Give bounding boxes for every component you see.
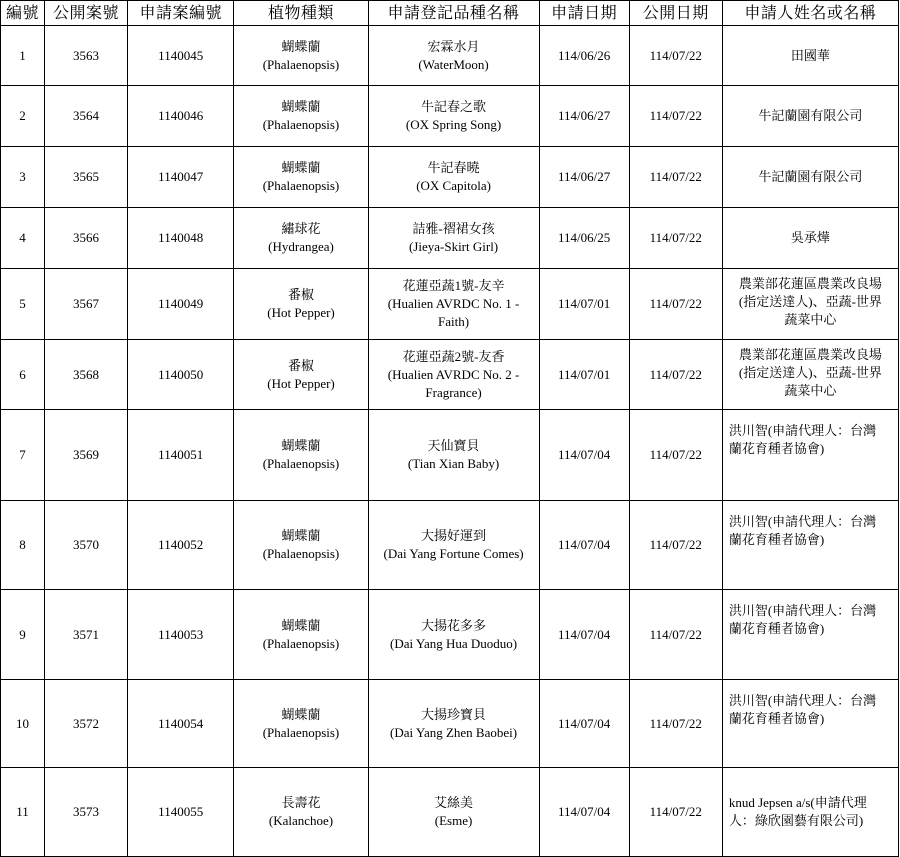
cell-variety (368, 340, 539, 410)
cell-plant-line: (Hot Pepper) (267, 375, 335, 391)
table-row (1, 269, 899, 340)
cell-plant-line: 蝴蝶蘭 (281, 528, 321, 543)
cell-plant-line: (Phalaenopsis) (262, 117, 340, 132)
cell-plant (234, 680, 368, 768)
cell-plant (234, 147, 368, 208)
cell-no: 7 (1, 410, 45, 501)
cell-pub-date: 114/07/22 (629, 340, 722, 410)
cell-app-no: 1140055 (127, 768, 233, 857)
cell-variety (368, 208, 539, 269)
cell-variety-line: (Hualien AVRDC No. 2 - (387, 366, 520, 382)
cell-pub-date: 114/07/22 (629, 208, 722, 269)
cell-variety-line: 牛記春曉 (427, 160, 480, 175)
cell-app-date: 114/06/25 (539, 208, 629, 269)
cell-plant (234, 768, 368, 857)
table-row (1, 768, 899, 857)
cell-pub-no: 3566 (45, 208, 128, 269)
cell-plant-line: 長壽花 (281, 795, 321, 810)
cell-applicant-line: 蘭花育種者協會) (728, 441, 825, 456)
cell-pub-date: 114/07/22 (629, 590, 722, 680)
cell-applicant-line: 農業部花蓮區農業改良場 (738, 276, 882, 291)
cell-app-date: 114/06/27 (539, 147, 629, 208)
header-variety: 申請登記品種名稱 (368, 1, 539, 26)
cell-applicant (722, 26, 898, 86)
cell-variety-line: (Jieya-Skirt Girl) (408, 239, 499, 254)
cell-variety (368, 86, 539, 147)
header-applicant: 申請人姓名或名稱 (722, 1, 898, 26)
cell-variety-line: (Tian Xian Baby) (407, 456, 500, 471)
cell-plant-line: 繡球花 (281, 221, 321, 236)
cell-plant (234, 501, 368, 590)
cell-variety-line: (Hualien AVRDC No. 1 - (387, 296, 520, 311)
cell-plant-line: (Phalaenopsis) (262, 456, 340, 471)
cell-pub-no: 3573 (45, 768, 128, 857)
cell-no: 3 (1, 147, 45, 208)
cell-variety-line: (Dai Yang Fortune Comes) (383, 546, 524, 561)
cell-plant-line: 蝴蝶蘭 (281, 38, 321, 54)
cell-plant-line: 番椒 (287, 287, 314, 302)
cell-variety-line: 花蓮亞蔬1號-友辛 (402, 278, 505, 293)
cell-plant (234, 86, 368, 147)
header-app-date: 申請日期 (539, 1, 629, 26)
header-pub-date: 公開日期 (629, 1, 722, 26)
cell-app-no: 1140047 (127, 147, 233, 208)
cell-app-date: 114/07/04 (539, 680, 629, 768)
cell-applicant-line: knud Jepsen a/s(申請代理 (728, 795, 867, 810)
cell-plant-line: 番椒 (287, 357, 314, 373)
cell-variety-line: 大揚珍寶貝 (421, 706, 487, 722)
cell-plant (234, 26, 368, 86)
cell-applicant-line: 蔬菜中心 (784, 312, 837, 327)
table-row (1, 501, 899, 590)
cell-no: 8 (1, 501, 45, 590)
cell-variety-line: (Esme) (434, 813, 473, 828)
cell-pub-date: 114/07/22 (629, 269, 722, 340)
cell-app-no: 1140049 (127, 269, 233, 340)
cell-pub-no: 3570 (45, 501, 128, 590)
cell-applicant-line: 洪川智(申請代理人：台灣 (728, 514, 877, 529)
table-row (1, 340, 899, 410)
cell-pub-no: 3571 (45, 590, 128, 680)
cell-variety (368, 269, 539, 340)
cell-applicant-line: (指定送達人)、亞蔬-世界 (738, 294, 882, 309)
cell-applicant-line: 農業部花蓮區農業改良場 (738, 347, 882, 362)
cell-applicant (722, 768, 898, 857)
cell-app-no: 1140054 (127, 680, 233, 768)
cell-pub-date: 114/07/22 (629, 147, 722, 208)
cell-applicant-line: 人：綠欣園藝有限公司) (728, 813, 864, 828)
cell-pub-date: 114/07/22 (629, 410, 722, 501)
cell-applicant (722, 501, 898, 590)
cell-pub-date: 114/07/22 (629, 26, 722, 86)
cell-no: 1 (1, 26, 45, 86)
cell-applicant (722, 680, 898, 768)
table-row (1, 590, 899, 680)
cell-plant-line: (Kalanchoe) (268, 813, 334, 828)
cell-applicant-line: 蔬菜中心 (784, 383, 837, 398)
table-row (1, 26, 899, 86)
cell-pub-date: 114/07/22 (629, 86, 722, 147)
cell-no: 2 (1, 86, 45, 147)
cell-app-no: 1140050 (127, 340, 233, 410)
cell-applicant (722, 208, 898, 269)
cell-plant-line: (Hydrangea) (268, 239, 334, 254)
cell-applicant-line: 蘭花育種者協會) (728, 532, 825, 547)
cell-plant-line: 蝴蝶蘭 (281, 706, 321, 722)
cell-applicant-line: 洪川智(申請代理人：台灣 (728, 423, 877, 438)
cell-applicant (722, 410, 898, 501)
cell-applicant (722, 590, 898, 680)
cell-plant-line: 蝴蝶蘭 (281, 438, 321, 453)
cell-app-date: 114/07/04 (539, 410, 629, 501)
cell-plant (234, 269, 368, 340)
header-row (1, 1, 899, 26)
cell-no: 10 (1, 680, 45, 768)
cell-pub-no: 3567 (45, 269, 128, 340)
cell-variety-line: 艾絲美 (434, 795, 474, 810)
cell-variety-line: 天仙寶貝 (427, 438, 480, 453)
cell-plant-line: (Phalaenopsis) (262, 178, 340, 193)
cell-no: 6 (1, 340, 45, 410)
cell-plant-line: 蝴蝶蘭 (281, 99, 321, 114)
cell-applicant (722, 147, 898, 208)
cell-applicant-line: 蘭花育種者協會) (728, 711, 825, 726)
cell-no: 9 (1, 590, 45, 680)
header-pub-no: 公開案號 (45, 1, 128, 26)
cell-app-no: 1140051 (127, 410, 233, 501)
cell-app-date: 114/07/01 (539, 340, 629, 410)
cell-variety-line: 詰雅-褶裙女孩 (412, 221, 495, 236)
cell-variety-line: (Dai Yang Zhen Baobei) (390, 724, 518, 740)
cell-applicant-line: 蘭花育種者協會) (728, 621, 825, 636)
cell-applicant (722, 269, 898, 340)
cell-variety (368, 147, 539, 208)
cell-variety (368, 501, 539, 590)
table-row (1, 86, 899, 147)
cell-plant (234, 410, 368, 501)
cell-variety-line: 大揚花多多 (421, 617, 487, 633)
cell-variety-line: (OX Spring Song) (405, 117, 502, 132)
header-app-no: 申請案編號 (127, 1, 233, 26)
cell-variety (368, 410, 539, 501)
table-row (1, 680, 899, 768)
cell-applicant (722, 340, 898, 410)
cell-variety (368, 768, 539, 857)
cell-plant-line: (Hot Pepper) (267, 305, 335, 320)
cell-variety-line: Fragrance) (425, 384, 482, 400)
cell-pub-no: 3572 (45, 680, 128, 768)
cell-variety-line: 大揚好運到 (421, 528, 487, 543)
cell-applicant-line: (指定送達人)、亞蔬-世界 (738, 365, 882, 380)
cell-applicant-line: 田國華 (790, 47, 830, 63)
cell-plant (234, 208, 368, 269)
cell-app-no: 1140053 (127, 590, 233, 680)
cell-plant-line: (Phalaenopsis) (262, 724, 340, 740)
cell-plant (234, 590, 368, 680)
cell-plant-line: 蝴蝶蘭 (281, 617, 321, 633)
cell-plant-line: (Phalaenopsis) (262, 635, 340, 651)
cell-pub-date: 114/07/22 (629, 501, 722, 590)
table-row (1, 208, 899, 269)
cell-plant-line: (Phalaenopsis) (262, 546, 340, 561)
cell-app-no: 1140046 (127, 86, 233, 147)
cell-applicant-line: 吳承燁 (790, 230, 830, 245)
header-plant: 植物種類 (234, 1, 368, 26)
cell-pub-no: 3569 (45, 410, 128, 501)
cell-app-date: 114/07/01 (539, 269, 629, 340)
cell-variety (368, 26, 539, 86)
cell-variety-line: 牛記春之歌 (421, 99, 487, 114)
cell-variety (368, 680, 539, 768)
cell-variety-line: (WaterMoon) (418, 56, 489, 72)
cell-app-date: 114/07/04 (539, 501, 629, 590)
cell-plant-line: 蝴蝶蘭 (281, 160, 321, 175)
cell-pub-date: 114/07/22 (629, 680, 722, 768)
cell-variety-line: 花蓮亞蔬2號-友香 (402, 348, 505, 364)
cell-no: 11 (1, 768, 45, 857)
cell-plant (234, 340, 368, 410)
cell-app-no: 1140045 (127, 26, 233, 86)
cell-pub-no: 3565 (45, 147, 128, 208)
cell-plant-line: (Phalaenopsis) (262, 56, 340, 72)
cell-applicant-line: 牛記蘭園有限公司 (758, 169, 863, 184)
cell-app-date: 114/06/26 (539, 26, 629, 86)
cell-app-date: 114/07/04 (539, 590, 629, 680)
cell-app-date: 114/06/27 (539, 86, 629, 147)
cell-applicant-line: 牛記蘭園有限公司 (758, 108, 863, 123)
cell-variety-line: Faith) (438, 314, 470, 329)
header-no: 編號 (1, 1, 45, 26)
table-row (1, 410, 899, 501)
cell-pub-no: 3568 (45, 340, 128, 410)
cell-variety-line: (Dai Yang Hua Duoduo) (390, 635, 518, 651)
cell-app-no: 1140052 (127, 501, 233, 590)
cell-applicant-line: 洪川智(申請代理人：台灣 (728, 603, 877, 618)
cell-variety (368, 590, 539, 680)
table-row (1, 147, 899, 208)
cell-pub-no: 3564 (45, 86, 128, 147)
cell-applicant (722, 86, 898, 147)
cell-pub-date: 114/07/22 (629, 768, 722, 857)
cell-app-no: 1140048 (127, 208, 233, 269)
cell-variety-line: 宏霖水月 (427, 38, 480, 54)
cell-variety-line: (OX Capitola) (416, 178, 491, 193)
cell-app-date: 114/07/04 (539, 768, 629, 857)
cell-no: 4 (1, 208, 45, 269)
cell-no: 5 (1, 269, 45, 340)
cell-applicant-line: 洪川智(申請代理人：台灣 (728, 693, 877, 708)
cell-pub-no: 3563 (45, 26, 128, 86)
